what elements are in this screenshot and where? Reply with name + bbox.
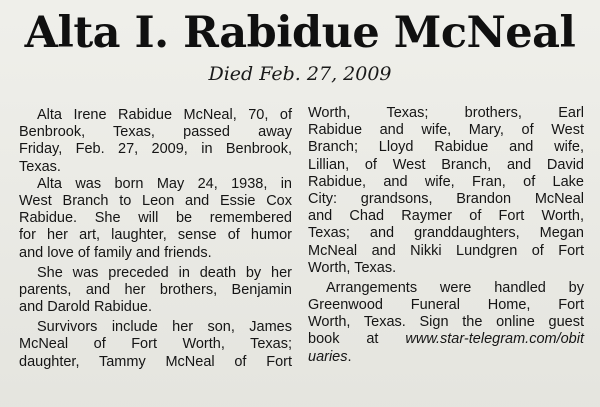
obituary-text: Alta was born May 24, 1938, in — [37, 175, 292, 192]
left-column-line — [19, 107, 292, 124]
left-column-line — [19, 299, 292, 316]
obituary-text: Worth, Texas; brothers, Earl — [308, 105, 584, 121]
right-column-line — [308, 297, 584, 314]
obituary-text: Rabidue and wife, Mary, of West — [308, 122, 584, 139]
obituary-text: Texas; and granddaughters, Megan — [308, 225, 584, 242]
right-column-line — [308, 225, 584, 242]
guest-book-url-continuation: uaries — [308, 348, 348, 365]
left-column-line — [19, 227, 292, 244]
obituary-text: for her art, laughter, sense of humor — [19, 227, 292, 244]
obituary-text: Lillian, of West Branch, and David — [308, 156, 584, 173]
right-column-line — [308, 105, 584, 122]
right-column-line — [308, 191, 584, 208]
obituary-text: Friday, Feb. 27, 2009, in Benbrook, — [19, 141, 292, 158]
guest-book-url: www.star-telegram.com/obit — [405, 331, 584, 348]
obituary-text: McNeal of Fort Worth, Texas; — [19, 336, 292, 353]
obituary-text: Rabidue. She will be remembered — [19, 210, 292, 227]
right-column-line — [308, 314, 584, 331]
obituary-text: Survivors include her son, James — [37, 319, 292, 336]
left-column-line — [19, 319, 292, 336]
right-column-line — [308, 139, 584, 156]
obituary-text: Rabidue, and wife, Fran, of Lake — [308, 173, 584, 190]
right-column-line — [308, 122, 584, 139]
right-column-line — [308, 260, 584, 277]
obituary-text: and Darold Rabidue. — [19, 299, 153, 316]
right-column-line — [308, 243, 584, 260]
obituary-text: Texas. — [19, 158, 61, 175]
obituary-text: parents, and her brothers, Benjamin — [19, 281, 292, 298]
right-column-line — [308, 174, 584, 191]
right-column-line — [308, 280, 584, 297]
right-column-line — [308, 331, 584, 348]
left-column-line — [19, 282, 292, 299]
left-column-line — [19, 354, 292, 371]
left-column-line — [19, 159, 292, 176]
obituary-text: Benbrook, Texas, passed away — [19, 124, 292, 141]
obituary-text: and love of family and friends. — [19, 244, 212, 261]
obituary-text: Branch; Lloyd Rabidue and wife, — [308, 139, 584, 156]
obituary-text: Worth, Texas. Sign the online guest — [308, 314, 584, 331]
right-text-column — [308, 105, 584, 366]
obituary-text: McNeal and Nikki Lundgren of Fort — [308, 242, 584, 259]
obituary-text: Worth, Texas. — [308, 259, 397, 276]
left-column-line — [19, 124, 292, 141]
obituary-text: daughter, Tammy McNeal of Fort — [19, 353, 292, 370]
left-column-line — [19, 265, 292, 282]
death-date-subtitle: Died Feb. 27, 2009 — [208, 63, 392, 85]
left-column-line — [19, 210, 292, 227]
obituary-text: . — [347, 348, 352, 365]
right-column-line — [308, 157, 584, 174]
obituary-text: Arrangements were handled by — [326, 279, 584, 296]
obituary-text: and Chad Raymer of Fort Worth, — [308, 208, 584, 225]
obituary-text: City: grandsons, Brandon McNeal — [308, 190, 584, 207]
obituary-text: Alta Irene Rabidue McNeal, 70, of — [37, 107, 292, 123]
left-column-line — [19, 245, 292, 262]
left-column-line — [19, 336, 292, 353]
right-column-line — [308, 349, 584, 366]
obituary-text: She was preceded in death by her — [37, 264, 292, 281]
right-column-line — [308, 208, 584, 225]
left-column-line — [19, 193, 292, 210]
obituary-title: Alta I. Rabidue McNeal — [24, 8, 576, 58]
left-column-line — [19, 176, 292, 193]
obituary-text: Greenwood Funeral Home, Fort — [308, 297, 584, 314]
left-text-column — [19, 107, 292, 371]
left-column-line — [19, 141, 292, 158]
obituary-text: West Branch to Leon and Essie Cox — [19, 192, 292, 209]
obituary-text: book at — [308, 331, 406, 348]
